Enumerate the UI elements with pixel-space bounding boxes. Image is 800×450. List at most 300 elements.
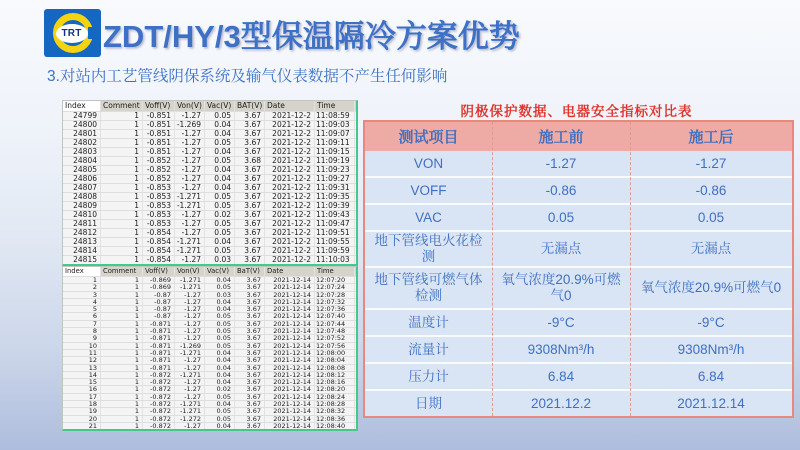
logo-ring-gap [88, 27, 99, 39]
log-cell: 0.03 [205, 292, 235, 298]
log-cell: 2021-12-14 [265, 306, 315, 312]
log-cell: 6 [63, 313, 101, 319]
log-row [63, 378, 356, 385]
log-header-cell: Date [265, 101, 315, 111]
log-cell: 12:07:48 [315, 328, 355, 334]
log-cell: -0.852 [143, 166, 175, 174]
log-cell: 11:09:51 [315, 229, 355, 237]
log-cell: -1.27 [175, 365, 205, 371]
log-row [63, 400, 356, 407]
log-row [63, 129, 356, 138]
log-cell: 24800 [63, 121, 101, 129]
log-cell: -1.271 [175, 284, 205, 290]
log-cell: 1 [101, 166, 143, 174]
log-cell: 2021-12-14 [265, 408, 315, 414]
log-cell: 4 [63, 299, 101, 305]
log-cell: 2021-12-14 [265, 416, 315, 422]
log-cell: 12:08:36 [315, 416, 355, 422]
log-cell: 11:09:19 [315, 157, 355, 165]
log-cell: 2021-12-2 [265, 121, 315, 129]
log-row [63, 138, 356, 147]
log-table-2-body [63, 276, 356, 429]
log-row [63, 283, 356, 290]
log-header-cell: Time [315, 101, 355, 111]
log-cell: 11:09:47 [315, 220, 355, 228]
log-cell: 12:08:16 [315, 379, 355, 385]
log-cell: 3.67 [235, 166, 265, 174]
log-cell: -0.871 [143, 365, 175, 371]
log-cell: -0.853 [143, 211, 175, 219]
compare-cell: 氧气浓度20.9%可燃气0 [501, 272, 621, 303]
log-cell: 3.67 [235, 379, 265, 385]
log-cell: 11:10:03 [315, 256, 355, 264]
log-cell: -0.872 [143, 394, 175, 400]
log-cell: 3.67 [235, 416, 265, 422]
compare-table-header [365, 122, 792, 151]
log-cell: 2021-12-2 [265, 202, 315, 210]
compare-cell: 0.05 [547, 209, 575, 225]
log-cell: 3.67 [235, 229, 265, 237]
log-cell: 12:08:04 [315, 357, 355, 363]
log-cell: 0.05 [205, 408, 235, 414]
log-cell: 2021-12-2 [265, 229, 315, 237]
compare-cell: VAC [415, 209, 442, 225]
log-cell: 1 [101, 357, 143, 363]
log-cell: 3.67 [235, 193, 265, 201]
logo-label: TRT [56, 24, 88, 43]
log-row [63, 342, 356, 349]
log-cell: 3.67 [235, 256, 265, 264]
log-cell: 1 [101, 211, 143, 219]
compare-cell: 2021.12.14 [677, 395, 745, 411]
log-table-2-header [63, 267, 356, 276]
log-cell: 12:08:40 [315, 423, 355, 429]
log-cell: 3.67 [235, 372, 265, 378]
log-cell: 2021-12-2 [265, 238, 315, 246]
log-cell: 11:09:07 [315, 130, 355, 138]
log-cell: 1 [101, 202, 143, 210]
log-cell: 2021-12-14 [265, 365, 315, 371]
compare-cell: 温度计 [408, 314, 449, 330]
log-row [63, 407, 356, 414]
log-cell: -1.27 [175, 379, 205, 385]
log-cell: 0.05 [205, 313, 235, 319]
log-cell: 1 [101, 306, 143, 312]
log-cell: 2021-12-14 [265, 372, 315, 378]
log-cell: 1 [101, 277, 143, 283]
log-cell: 1 [101, 247, 143, 255]
log-cell: 3.67 [235, 350, 265, 356]
log-cell: 0.04 [205, 184, 235, 192]
log-header-cell: Vac(V) [205, 101, 235, 111]
log-cell: 2021-12-2 [265, 130, 315, 138]
log-cell: -1.271 [175, 238, 205, 246]
compare-cell: -9°C [697, 314, 725, 330]
log-cell: -1.27 [175, 211, 205, 219]
log-cell: -1.27 [175, 394, 205, 400]
log-row [63, 276, 356, 283]
compare-row [365, 337, 792, 362]
log-cell: 0.05 [205, 229, 235, 237]
log-header-cell: BaT(V) [235, 267, 265, 276]
log-row [63, 147, 356, 156]
log-cell: 0.05 [205, 247, 235, 255]
log-cell: 3.67 [235, 112, 265, 120]
log-cell: 9 [63, 335, 101, 341]
log-cell: -1.27 [175, 229, 205, 237]
log-row [63, 371, 356, 378]
log-cell: -0.854 [143, 247, 175, 255]
log-cell: 12:08:28 [315, 401, 355, 407]
log-cell: 19 [63, 408, 101, 414]
log-cell: 0.04 [205, 365, 235, 371]
log-cell: 3.67 [235, 175, 265, 183]
log-cell: 1 [101, 416, 143, 422]
compare-cell: 2021.12.2 [530, 395, 592, 411]
log-cell: 12:07:20 [315, 277, 355, 283]
log-cell: 2021-12-14 [265, 350, 315, 356]
log-cell: 24815 [63, 256, 101, 264]
log-cell: 3.67 [235, 408, 265, 414]
log-cell: -1.27 [175, 328, 205, 334]
log-cell: 3.67 [235, 313, 265, 319]
log-cell: 2021-12-2 [265, 175, 315, 183]
log-cell: -0.854 [143, 229, 175, 237]
log-cell: 18 [63, 401, 101, 407]
log-row [63, 219, 356, 228]
log-cell: 2021-12-2 [265, 184, 315, 192]
compare-cell: 无漏点 [540, 241, 582, 256]
compare-cell: 地下管线电火花检测 [374, 233, 483, 264]
log-header-cell: Comment [101, 267, 143, 276]
log-cell: 0.04 [205, 379, 235, 385]
log-cell: 1 [101, 175, 143, 183]
log-cell: 16 [63, 386, 101, 392]
log-cell: 11:09:35 [315, 193, 355, 201]
log-cell: 2021-12-14 [265, 343, 315, 349]
log-cell: 0.03 [205, 256, 235, 264]
compare-header-cell: 施工后 [688, 129, 734, 146]
log-cell: 3.67 [235, 238, 265, 246]
log-row [63, 183, 356, 192]
log-row [63, 320, 356, 327]
log-cell: 2021-12-14 [265, 284, 315, 290]
log-cell: 1 [101, 335, 143, 341]
log-cell: 24802 [63, 139, 101, 147]
compare-row [365, 178, 792, 203]
log-cell: -1.269 [175, 121, 205, 129]
log-cell: 0.04 [205, 238, 235, 246]
log-cell: -1.27 [175, 423, 205, 429]
log-row [63, 298, 356, 305]
log-cell: 3.68 [235, 157, 265, 165]
log-cell: -1.27 [175, 313, 205, 319]
compare-cell: 6.84 [697, 368, 725, 384]
log-row [63, 334, 356, 341]
log-cell: 24809 [63, 202, 101, 210]
log-header-cell: Comment [101, 101, 143, 111]
log-cell: 2021-12-14 [265, 394, 315, 400]
log-cell: -1.27 [175, 357, 205, 363]
log-header-cell: Index [63, 267, 101, 276]
log-cell: 1 [101, 401, 143, 407]
log-cell: 2021-12-14 [265, 321, 315, 327]
compare-cell: VOFF [410, 182, 447, 198]
log-cell: 2 [63, 284, 101, 290]
log-cell: 2021-12-14 [265, 423, 315, 429]
compare-header-cell: 测试项目 [398, 129, 459, 146]
log-cell: 1 [101, 313, 143, 319]
log-cell: 1 [101, 343, 143, 349]
compare-cell: 6.84 [547, 368, 575, 384]
log-cell: -1.27 [175, 306, 205, 312]
log-cell: 3.67 [235, 299, 265, 305]
compare-table [363, 120, 794, 418]
compare-cell: 流量计 [408, 341, 449, 357]
log-cell: 24806 [63, 175, 101, 183]
log-cell: -0.871 [143, 321, 175, 327]
log-cell: 3.67 [235, 335, 265, 341]
log-cell: -1.27 [175, 130, 205, 138]
log-cell: 1 [101, 284, 143, 290]
log-cell: -0.87 [143, 292, 175, 298]
log-cell: 0.04 [205, 306, 235, 312]
log-cell: 12:08:00 [315, 350, 355, 356]
log-row [63, 305, 356, 312]
log-cell: 24811 [63, 220, 101, 228]
log-cell: 0.04 [205, 148, 235, 156]
log-cell: 3.67 [235, 211, 265, 219]
log-cell: 1 [101, 130, 143, 138]
log-cell: 0.05 [205, 328, 235, 334]
log-cell: 1 [101, 321, 143, 327]
log-cell: 1 [101, 423, 143, 429]
compare-cell: 9308Nm³/h [677, 341, 745, 357]
log-cell: 0.04 [205, 175, 235, 183]
log-cell: 0.04 [205, 130, 235, 138]
log-row [63, 312, 356, 319]
log-cell: 1 [101, 350, 143, 356]
log-row [63, 385, 356, 392]
log-cell: 3.67 [235, 357, 265, 363]
log-cell: -0.853 [143, 193, 175, 201]
log-cell: 11:09:55 [315, 238, 355, 246]
log-row [63, 120, 356, 129]
log-cell: 14 [63, 372, 101, 378]
trt-logo [44, 9, 101, 57]
log-cell: 24805 [63, 166, 101, 174]
log-cell: 0.05 [205, 416, 235, 422]
log-cell: 0.04 [205, 372, 235, 378]
log-cell: 1 [101, 148, 143, 156]
log-cell: 3.67 [235, 121, 265, 129]
log-cell: 3.67 [235, 130, 265, 138]
log-cell: 1 [101, 328, 143, 334]
log-cell: -0.872 [143, 423, 175, 429]
log-cell: 2021-12-2 [265, 211, 315, 219]
log-cell: 11:09:31 [315, 184, 355, 192]
compare-table-title: 阴极保护数据、电器安全指标对比表 [460, 104, 693, 119]
log-row [63, 291, 356, 298]
log-cell: 2021-12-2 [265, 220, 315, 228]
log-cell: 0.05 [205, 394, 235, 400]
log-cell: 17 [63, 394, 101, 400]
log-cell: -1.271 [175, 202, 205, 210]
log-cell: 11:09:27 [315, 175, 355, 183]
log-header-cell: Vac(V) [205, 267, 235, 276]
log-cell: 20 [63, 416, 101, 422]
log-header-cell: BAT(V) [235, 101, 265, 111]
log-cell: 2021-12-14 [265, 357, 315, 363]
log-cell: 0.02 [205, 211, 235, 219]
log-cell: -0.87 [143, 299, 175, 305]
log-cell: 1 [101, 299, 143, 305]
log-cell: 0.05 [205, 335, 235, 341]
log-cell: 12:07:56 [315, 343, 355, 349]
log-cell: 2021-12-14 [265, 292, 315, 298]
log-cell: 24813 [63, 238, 101, 246]
log-cell: 3.67 [235, 365, 265, 371]
log-cell: -0.852 [143, 175, 175, 183]
compare-cell: 9308Nm³/h [527, 341, 595, 357]
log-cell: 24803 [63, 148, 101, 156]
log-cell: -1.271 [175, 372, 205, 378]
log-cell: 2021-12-14 [265, 277, 315, 283]
log-cell: 24814 [63, 247, 101, 255]
log-row [63, 246, 356, 255]
log-cell: 11:09:23 [315, 166, 355, 174]
log-cell: 12 [63, 357, 101, 363]
compare-row [365, 391, 792, 416]
log-cell: 12:07:52 [315, 335, 355, 341]
log-cell: 3 [63, 292, 101, 298]
log-cell: 7 [63, 321, 101, 327]
log-cell: 12:07:28 [315, 292, 355, 298]
compare-cell: 地下管线可燃气体检测 [374, 272, 483, 303]
page-title: ZDT/HY/3型保温隔冷方案优势 [103, 19, 520, 54]
log-cell: 0.04 [205, 350, 235, 356]
log-cell: 3.67 [235, 321, 265, 327]
log-cell: -0.853 [143, 184, 175, 192]
log-cell: 3.67 [235, 306, 265, 312]
log-cell: -1.271 [175, 247, 205, 255]
log-cell: -1.27 [175, 112, 205, 120]
log-cell: -1.27 [175, 299, 205, 305]
log-cell: 2021-12-14 [265, 299, 315, 305]
log-cell: 12:07:36 [315, 306, 355, 312]
log-cell: -1.27 [175, 386, 205, 392]
log-cell: 12:07:32 [315, 299, 355, 305]
log-cell: 0.05 [205, 112, 235, 120]
log-cell: -0.871 [143, 357, 175, 363]
log-cell: 2021-12-14 [265, 379, 315, 385]
log-cell: -0.87 [143, 313, 175, 319]
log-cell: 0.05 [205, 220, 235, 228]
compare-cell: 0.05 [697, 209, 725, 225]
log-cell: -1.27 [175, 256, 205, 264]
log-cell: 1 [101, 121, 143, 129]
log-cell: 2021-12-2 [265, 247, 315, 255]
log-row [63, 327, 356, 334]
log-cell: -1.27 [175, 292, 205, 298]
compare-cell: -1.27 [545, 155, 577, 171]
log-cell: 0.05 [205, 139, 235, 147]
log-cell: 1 [101, 238, 143, 246]
log-row [63, 192, 356, 201]
log-cell: 2021-12-2 [265, 166, 315, 174]
log-cell: -0.872 [143, 372, 175, 378]
log-cell: 1 [101, 229, 143, 237]
log-cell: -0.871 [143, 343, 175, 349]
log-cell: 2021-12-14 [265, 328, 315, 334]
log-cell: -0.872 [143, 401, 175, 407]
log-cell: 1 [101, 386, 143, 392]
log-cell: -0.869 [143, 277, 175, 283]
log-cell: 1 [101, 365, 143, 371]
log-cell: -0.854 [143, 238, 175, 246]
log-cell: 11:09:43 [315, 211, 355, 219]
log-cell: 21 [63, 423, 101, 429]
log-cell: 1 [101, 379, 143, 385]
log-cell: 11:09:39 [315, 202, 355, 210]
log-cell: 12:08:24 [315, 394, 355, 400]
log-cell: 2021-12-2 [265, 112, 315, 120]
log-row [63, 165, 356, 174]
log-table-1 [62, 100, 358, 266]
log-cell: 0.04 [205, 121, 235, 129]
log-cell: 1 [101, 394, 143, 400]
log-cell: -1.27 [175, 148, 205, 156]
compare-row [365, 205, 792, 230]
log-cell: 2021-12-2 [265, 139, 315, 147]
log-cell: -0.872 [143, 386, 175, 392]
log-row [63, 210, 356, 219]
log-cell: -1.271 [175, 408, 205, 414]
log-cell: 10 [63, 343, 101, 349]
log-cell: 3.67 [235, 401, 265, 407]
log-cell: 24799 [63, 112, 101, 120]
log-cell: -1.271 [175, 350, 205, 356]
log-cell: 15 [63, 379, 101, 385]
log-cell: 11:09:03 [315, 121, 355, 129]
compare-row [365, 151, 792, 176]
log-header-cell: Von(V) [175, 101, 205, 111]
log-cell: 0.05 [205, 343, 235, 349]
log-table-1-body [63, 111, 356, 264]
log-row [63, 111, 356, 120]
log-cell: -0.872 [143, 416, 175, 422]
log-cell: 12:07:24 [315, 284, 355, 290]
log-cell: 12:08:20 [315, 386, 355, 392]
log-cell: 3.67 [235, 343, 265, 349]
compare-cell: 压力计 [408, 368, 449, 384]
log-cell: -0.851 [143, 148, 175, 156]
log-cell: 12:08:08 [315, 365, 355, 371]
compare-cell: -0.86 [545, 182, 577, 198]
log-cell: 11:09:15 [315, 148, 355, 156]
log-cell: 3.67 [235, 139, 265, 147]
compare-row [365, 232, 792, 266]
log-cell: 11:08:59 [315, 112, 355, 120]
log-cell: 1 [101, 157, 143, 165]
log-cell: 1 [101, 408, 143, 414]
log-cell: 11:09:11 [315, 139, 355, 147]
log-cell: 0.05 [205, 284, 235, 290]
log-cell: 24801 [63, 130, 101, 138]
log-screenshots [62, 100, 358, 431]
log-cell: 3.67 [235, 328, 265, 334]
log-cell: -0.872 [143, 379, 175, 385]
